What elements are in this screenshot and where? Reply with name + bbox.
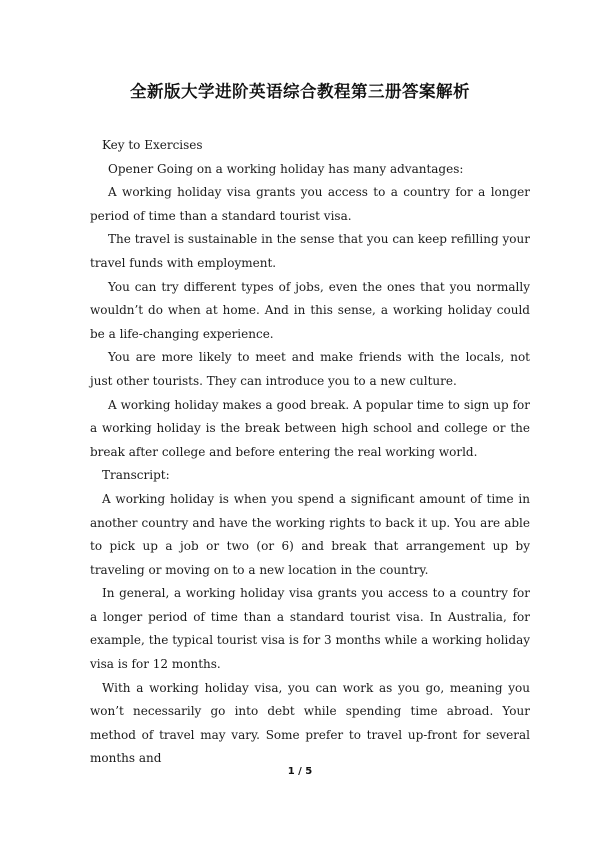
document-title: 全新版大学进阶英语综合教程第三册答案解析 bbox=[130, 82, 470, 101]
page-indicator: 1 / 5 bbox=[287, 766, 313, 777]
paragraph-key-to-exercises: Key to Exercises bbox=[102, 138, 203, 152]
paragraph-advantage-sustainable: The travel is sustainable in the sense that you can keep refilling your travel funds with employment. bbox=[90, 232, 530, 270]
paragraph-advantage-visa: A working holiday visa grants you access to a country for a longer period of time than a standard tourist visa. bbox=[90, 185, 530, 223]
paragraph-transcript-1: A working holiday is when you spend a significant amount of time in another country and have the working rights to back it up. You are able to pick up a job or two (or 6) and break that arrangement up by traveling or moving on to a new location in the country. bbox=[90, 491, 530, 577]
paragraph-transcript-2: In general, a working holiday visa grants you access to a country for a longer period of time than a standard tourist visa. In Australia, for example, the typical tourist visa is for 3 months while a working holiday visa is for 12 months. bbox=[90, 586, 530, 672]
paragraph-advantage-jobs: You can try different types of jobs, even the ones that you normally wouldn’t do when at home. And in this sense, a working holiday could be a life-changing experience. bbox=[90, 279, 530, 341]
paragraph-advantage-locals: You are more likely to meet and make friends with the locals, not just other tourists. They can introduce you to a new culture. bbox=[90, 350, 530, 388]
paragraph-opener: Opener Going on a working holiday has many advantages: bbox=[108, 161, 464, 176]
document-body bbox=[90, 134, 530, 771]
paragraph-transcript-heading: Transcript: bbox=[102, 468, 170, 483]
paragraph-transcript-3: With a working holiday visa, you can work as you go, meaning you won’t necessarily go into debt while spending time abroad. Your method of travel may vary. Some prefer to travel up-front for several months and bbox=[90, 680, 530, 766]
paragraph-advantage-break: A working holiday makes a good break. A popular time to sign up for a working holiday is the break between high school and college or the break after college and before entering the real working world. bbox=[90, 397, 530, 459]
